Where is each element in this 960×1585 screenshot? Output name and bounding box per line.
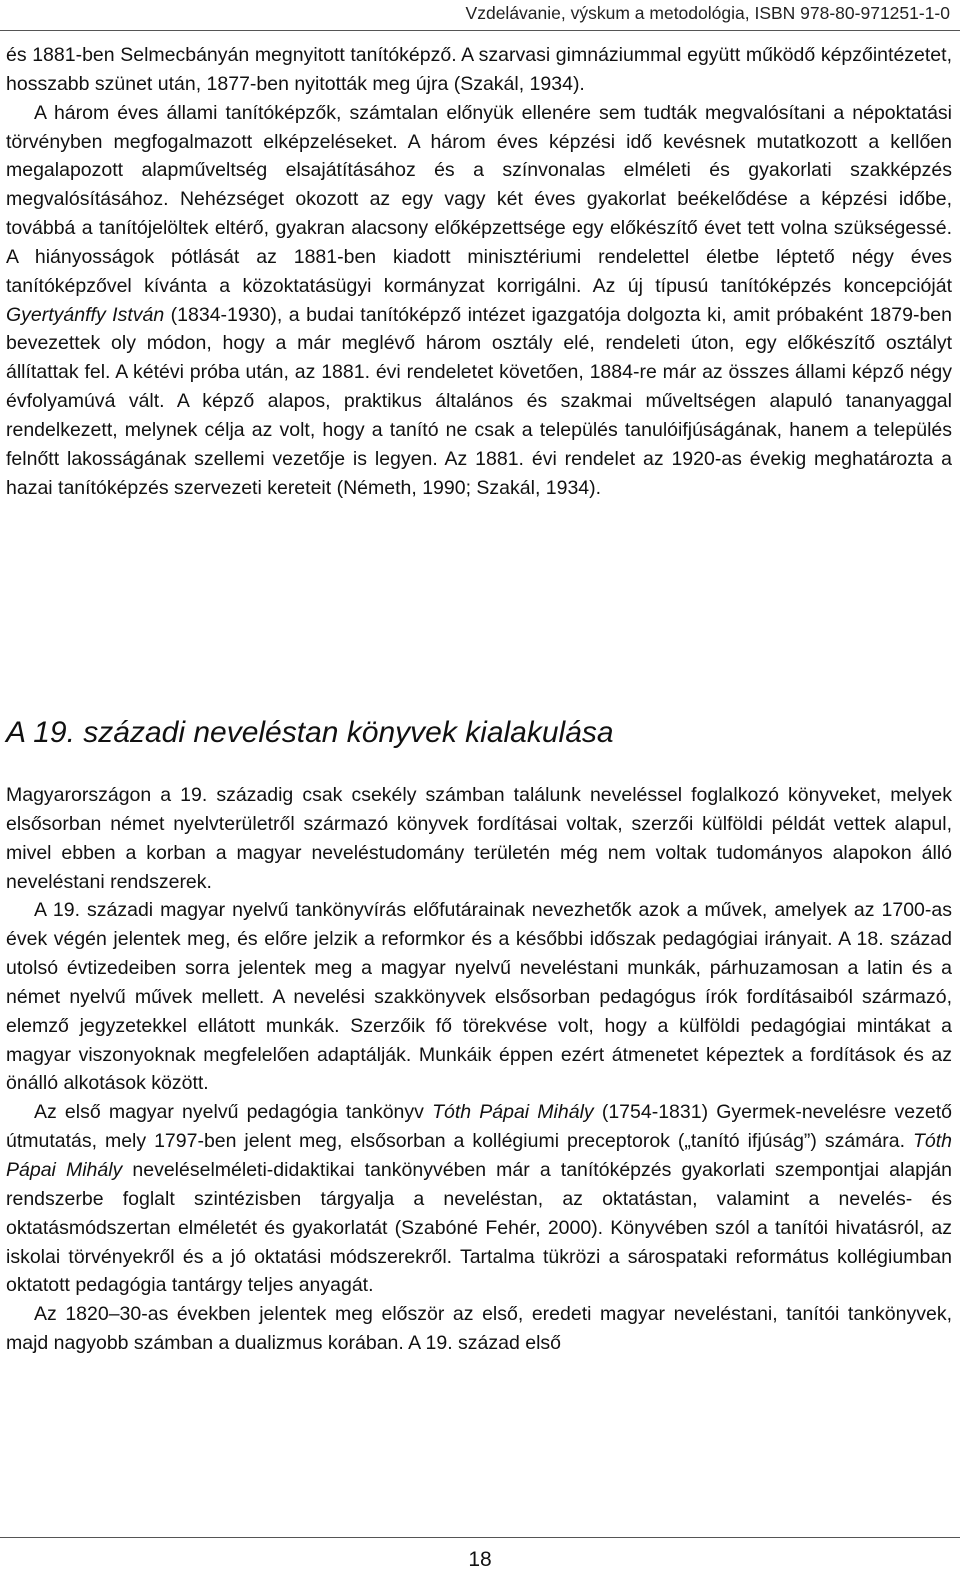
paragraph-5-text-b: (1754-1831) Gyermek-nevelésre vezető útmutatás, mely 1797-ben jelent meg, elsősorban a kollégiumi preceptorok („tanító ifjúság”) számára. (6, 1101, 952, 1153)
paragraph-4: A 19. századi magyar nyelvű tankönyvírás előfutárainak nevezhetők azok a művek, amelyek az 1700-as évek végén jelentek meg, és előre jelzik a reformkor és a későbbi időszak pedagógiai irányait. A 18. század utolsó évtizedeiben sorra jelentek meg a magyar nyelvű neveléstani munkák, párhuzamosan a latin és a német nyelvű művek mellett. A nevelési szakkönyvek elsősorban pedagógus írók fordításaiból származó, elemző jegyzetekkel ellátott munkák. Szerzőik fő törekvése volt, hogy a külföldi pedagógiai mintákat a magyar viszonyoknak megfelelően adaptálják. Munkáik éppen ezért átmenetet képeztek a fordítások és az önálló alkotások között. (6, 899, 952, 1095)
author-name-toth-papai-2: Tóth Pápai Mihály (6, 1130, 952, 1181)
author-name-toth-papai-1: Tóth Pápai Mihály (432, 1101, 594, 1124)
page-footer (0, 1537, 960, 1578)
paragraph-6: Az 1820–30-as években jelentek meg először az első, eredeti magyar neveléstani, tanítói tankönyvek, majd nagyobb számban a dualizmus korában. A 19. század első (6, 1303, 952, 1355)
paragraph-2-text-b: (1834-1930), a budai tanítóképző intézet igazgatója dolgozta ki, amit próbaként 1879-ben bevezettek oly módon, hogy a már meglévő három osztály elé, rendeleti úton, egy előkészítő osztályt állítattak fel. A kétévi próba után, az 1881. évi rendeletet követően, 1884-re már az összes állami képző négy évfolyamúvá vált. A képző alapos, praktikus általános és szakmai műveltségen alapuló tananyaggal rendelkezett, melynek célja az volt, hogy a tanító ne csak a település tanulóifjúságának, hanem a település felnőtt lakosságának szellemi vezetője is legyen. Az 1881. évi rendelet az 1920-as évekig meghatározta a hazai tanítóképzés szervezeti kereteit (Németh, 1990; Szakál, 1934). (6, 303, 952, 499)
paragraph-2-text-a: A három éves állami tanítóképzők, számtalan előnyük ellenére sem tudták megvalósítani a népoktatási törvényben megfogalmazott elképzeléseket. A három éves képzési idő kevésnek mutatkozott a kellően megalapozott alapműveltség elsajátításához és a színvonalas elméleti és gyakorlati szakképzés megvalósításához. Nehézséget okozott az egy vagy két éves gyakorlat beékelődése a képzési időbe, továbbá a tanítójelöltek eltérő, gyakran alacsony előképzettsége egy előkészítő évet tett volna szükségessé. A hiányosságok pótlását az 1881-ben kiadott minisztériumi rendelettel életbe léptető négy éves tanítóképzővel kívánta a közoktatásügyi kormányzat korrigálni. Az új típusú tanítóképzés koncepcióját (6, 101, 952, 297)
page-header (0, 0, 960, 31)
page-number: 18 (468, 1548, 492, 1571)
paragraph-3: Magyarországon a 19. századig csak csekély számban találunk neveléssel foglalkozó könyveket, melyek elsősorban német nyelvterületről származó könyvek fordításai voltak, szerzői külföldi példát vettek alapul, mivel ebben a korban a magyar neveléstudomány területén még nem voltak tudományos alapokon álló neveléstani rendszerek. (6, 784, 952, 893)
section-heading: A 19. századi neveléstan könyvek kialakulása (6, 716, 614, 749)
paragraph-1: és 1881-ben Selmecbányán megnyitott tanítóképző. A szarvasi gimnáziummal együtt működő képzőintézetet, hosszabb szünet után, 1877-ben nyitották meg újra (Szakál, 1934). (6, 44, 952, 95)
section-2-body (6, 781, 952, 1358)
paragraph-5-text-a: Az első magyar nyelvű pedagógia tankönyv (34, 1101, 433, 1124)
paragraph-5 (6, 1098, 952, 1300)
paragraph-2 (6, 99, 952, 503)
running-title: Vzdelávanie, výskum a metodológia, ISBN 978-80-971251-1-0 (465, 3, 950, 23)
author-name-gyertyanffy: Gyertyánffy István (6, 303, 165, 326)
paragraph-5-text-c: neveléselméleti-didaktikai tankönyvében már a tanítóképzés gyakorlati szempontjai alapján rendszerbe foglalt szintézisben tárgyalja a neveléstan, az oktatástan, valamint a nevelés- és oktatásmódszertan elméletét és gyakorlatát (Szabóné Fehér, 2000). Könyvében szól a tanítói hivatásról, az iskolai törvényekről és a jó oktatási módszerekről. Tartalma tükrözi a sárospataki református kollégiumban oktatott pedagógia tantárgy teljes anyagát. (6, 1158, 953, 1297)
section-1-body (6, 41, 952, 503)
